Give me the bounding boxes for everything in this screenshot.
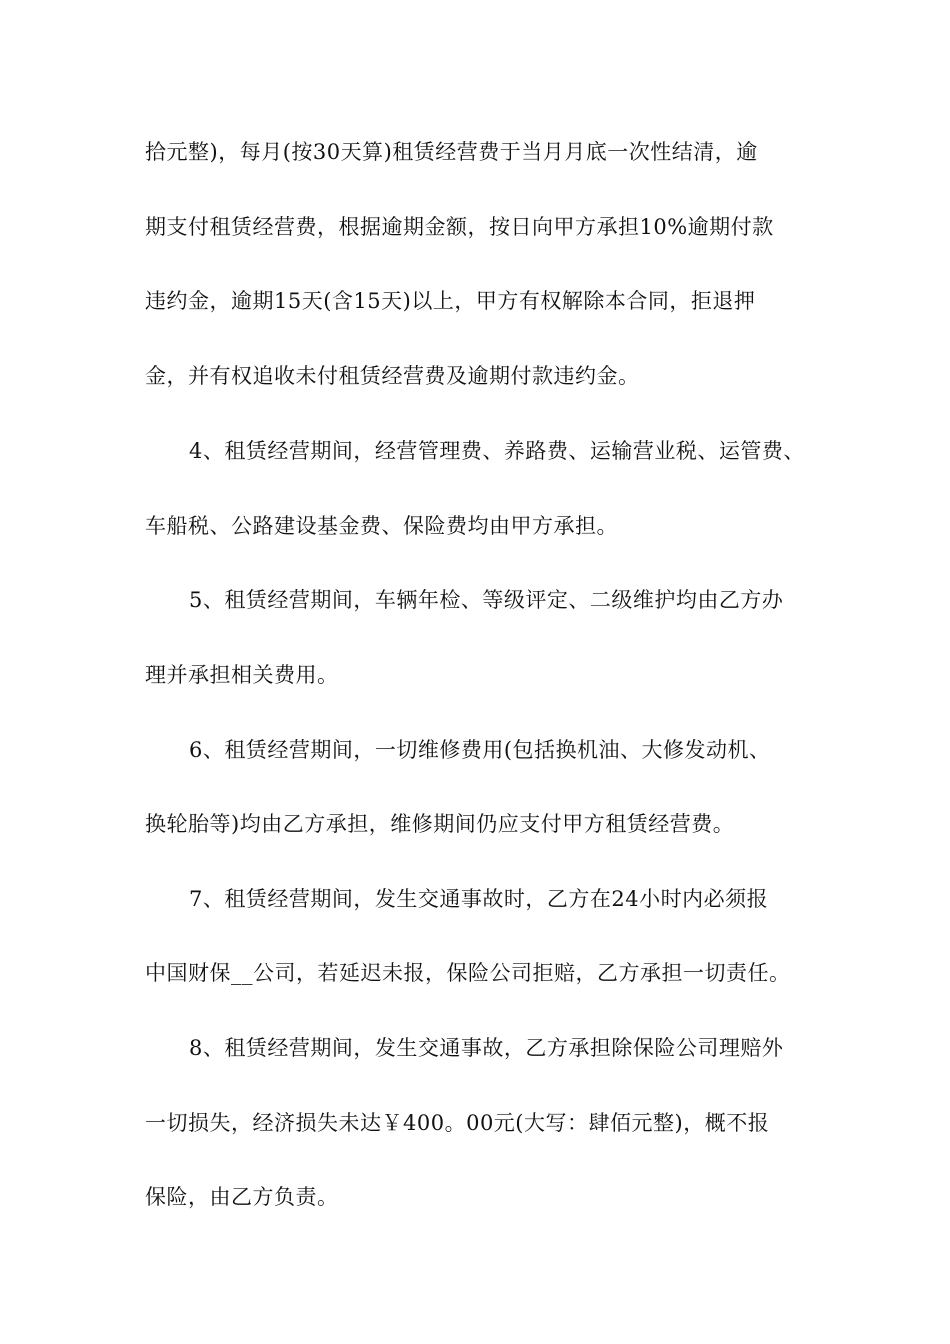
text-line: 拾元整)，每月(按30天算)租赁经营费于当月月底一次性结清，逾: [145, 140, 758, 164]
paragraph-8-line: 8、租赁经营期间，发生交通事故，乙方承担除保险公司理赔外: [189, 1036, 784, 1060]
text-line: 金，并有权追收未付租赁经营费及逾期付款违约金。: [145, 364, 640, 388]
text-line: 违约金，逾期15天(含15天)以上，甲方有权解除本合同，拒退押: [145, 289, 756, 313]
text-line: 中国财保__公司，若延迟未报，保险公司拒赔，乙方承担一切责任。: [145, 961, 791, 985]
text-line: 理并承担相关费用。: [145, 663, 339, 687]
text-line: 保险，由乙方负责。: [145, 1185, 339, 1209]
text-line: 换轮胎等)均由乙方承担，维修期间仍应支付甲方租赁经营费。: [145, 812, 735, 836]
text-line: 车船税、公路建设基金费、保险费均由甲方承担。: [145, 514, 618, 538]
text-line: 一切损失，经济损失未达￥400。00元(大写：肆佰元整)，概不报: [145, 1111, 770, 1135]
paragraph-4-line: 4、租赁经营期间，经营管理费、养路费、运输营业税、运管费、: [189, 439, 805, 463]
text-line: 期支付租赁经营费，根据逾期金额，按日向甲方承担10%逾期付款: [145, 215, 774, 239]
paragraph-5-line: 5、租赁经营期间，车辆年检、等级评定、二级维护均由乙方办: [189, 588, 784, 612]
paragraph-6-line: 6、租赁经营期间，一切维修费用(包括换机油、大修发动机、: [189, 738, 771, 762]
paragraph-7-line: 7、租赁经营期间，发生交通事故时，乙方在24小时内必须报: [189, 887, 769, 911]
